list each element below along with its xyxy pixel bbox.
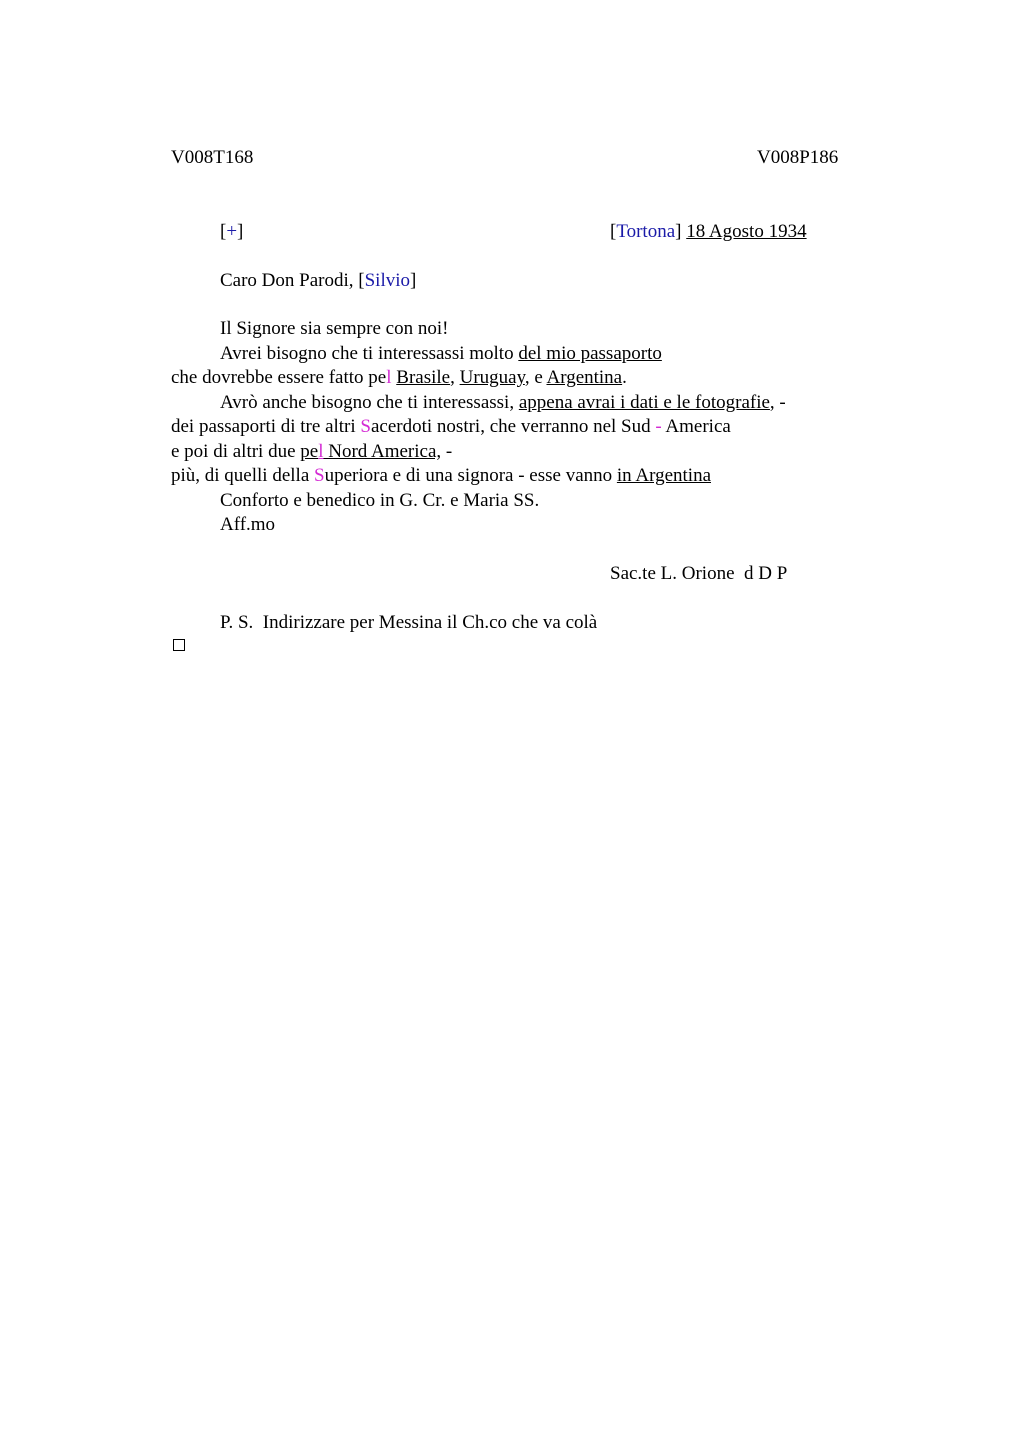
signature: Sac.te L. Orione d D P bbox=[610, 563, 788, 584]
left-code: V008T168 bbox=[171, 147, 254, 168]
body-line-4: Avrò anche bisogno che ti interessassi, appena avrai i dati e le fotografie, - bbox=[220, 392, 786, 413]
body-line-7: più, di quelli della Superiora e di una signora - esse vanno in Argentina bbox=[171, 465, 711, 486]
right-code: V008P186 bbox=[757, 147, 839, 168]
checkbox-square-icon bbox=[173, 639, 185, 651]
postscript: P. S. Indirizzare per Messina il Ch.co che va colà bbox=[220, 612, 598, 633]
body-line-2: Avrei bisogno che ti interessassi molto del mio passaporto bbox=[220, 343, 662, 364]
body-line-6: e poi di altri due pel Nord America, - bbox=[171, 441, 453, 462]
salutation: Caro Don Parodi, [Silvio] bbox=[220, 270, 417, 291]
cross-mark: [+] bbox=[220, 221, 244, 242]
body-line-3: che dovrebbe essere fatto pel Brasile, Uruguay, e Argentina. bbox=[171, 367, 627, 388]
body-line-8: Conforto e benedico in G. Cr. e Maria SS. bbox=[220, 490, 540, 511]
place-name: Tortona bbox=[616, 221, 676, 242]
letter-date: 18 Agosto 1934 bbox=[686, 221, 807, 242]
closing: Aff.mo bbox=[220, 514, 276, 535]
body-line-5: dei passaporti di tre altri Sacerdoti nostri, che verranno nel Sud - America bbox=[171, 416, 731, 437]
recipient-name: Silvio bbox=[364, 270, 410, 291]
body-line-1: Il Signore sia sempre con noi! bbox=[220, 318, 449, 339]
dateline: [Tortona] 18 Agosto 1934 bbox=[610, 221, 807, 242]
